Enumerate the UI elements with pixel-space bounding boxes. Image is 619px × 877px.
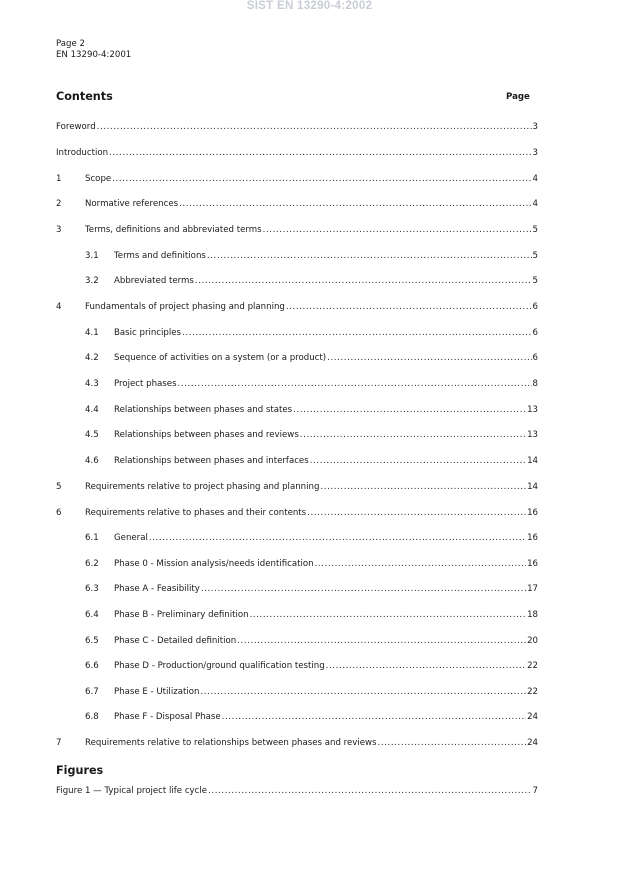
toc-entry[interactable] [56,687,538,697]
toc-entry[interactable] [56,533,538,543]
toc-entry-number: 5 [56,482,62,492]
toc-entry-page: 20 [527,636,538,646]
dot-leader [250,610,527,620]
toc-entry-number: 3.2 [85,276,99,286]
dot-leader [112,174,531,184]
toc-entry-number: 6.3 [85,584,99,594]
page-column-label: Page [506,92,530,102]
toc-entry-number: 4.3 [85,379,99,389]
toc-entry-title: Phase 0 - Mission analysis/needs identification [114,559,314,569]
dot-leader [182,328,532,338]
toc-entry-title: Scope [85,174,112,184]
toc-entry-page: 24 [527,738,538,748]
toc-entry-page: 6 [532,302,538,312]
toc-entry[interactable] [56,225,538,235]
dot-leader [327,353,531,363]
toc-entry-title: Relationships between phases and interfaces [114,456,309,466]
toc-entry-title: Fundamentals of project phasing and planning [85,302,285,312]
toc-entry-page: 5 [532,225,538,235]
toc-entry-page: 6 [532,328,538,338]
toc-entry-title: Terms and definitions [114,251,206,261]
toc-entry-number: 1 [56,174,62,184]
toc-entry-page: 22 [527,661,538,671]
toc-entry-title: Requirements relative to phases and their contents [85,508,307,518]
toc-entry-title: Normative references [85,199,179,209]
watermark: SIST EN 13290-4:2002 [246,0,373,12]
toc-entry-title: Phase F - Disposal Phase [114,712,221,722]
toc-entry-number: 6.8 [85,712,99,722]
toc-entry-page: 8 [532,379,538,389]
toc-entry-title: Relationships between phases and states [114,405,293,415]
dot-leader [237,636,526,646]
toc-entry[interactable] [56,430,538,440]
toc-entry-title: Basic principles [114,328,182,338]
dot-leader [179,199,531,209]
toc-entry[interactable] [56,712,538,722]
toc-entry-number: 4.4 [85,405,99,415]
toc-entry[interactable] [56,508,538,518]
toc-entry[interactable] [56,199,538,209]
dot-leader [315,559,526,569]
toc-entry-title: Phase C - Detailed definition [114,636,237,646]
dot-leader [310,456,526,466]
toc-entry-page: 13 [527,430,538,440]
dot-leader [195,276,532,286]
toc-entry-number: 6.5 [85,636,99,646]
toc-entry[interactable] [56,148,538,158]
toc-entry-title: Relationships between phases and reviews [114,430,299,440]
dot-leader [300,430,526,440]
toc-entry-number: 3 [56,225,62,235]
toc-entry-page: 18 [527,610,538,620]
toc-entry[interactable] [56,302,538,312]
toc-entry-page: 13 [527,405,538,415]
toc-entry-page: 17 [527,584,538,594]
toc-entry[interactable] [56,738,538,748]
toc-entry-title: Phase A - Feasibility [114,584,200,594]
toc-entry-page: 5 [532,251,538,261]
toc-entry-page: 16 [527,508,538,518]
toc-entry-number: 6.4 [85,610,99,620]
figure-entry-page: 7 [532,786,538,796]
toc-entry-title: Foreword [56,122,96,132]
dot-leader [320,482,526,492]
toc-entry[interactable] [56,328,538,338]
toc-entry-page: 6 [532,353,538,363]
toc-entry-title: Sequence of activities on a system (or a product) [114,353,327,363]
toc-entry-number: 6 [56,508,62,518]
toc-entry-title: Project phases [114,379,177,389]
toc-entry-number: 4.1 [85,328,99,338]
toc-entry-number: 6.2 [85,559,99,569]
toc-entry-number: 3.1 [85,251,99,261]
dot-leader [201,584,526,594]
toc-entry-page: 3 [532,148,538,158]
toc-entry[interactable] [56,584,538,594]
toc-entry[interactable] [56,353,538,363]
toc-entry[interactable] [56,559,538,569]
toc-entry-title: General [114,533,148,543]
toc-entry[interactable] [56,405,538,415]
dot-leader [97,122,532,132]
toc-entry-page: 16 [527,533,538,543]
toc-entry-page: 22 [527,687,538,697]
figures-title: Figures [56,764,104,777]
toc-entry-page: 16 [527,559,538,569]
toc-entry[interactable] [56,251,538,261]
dot-leader [222,712,526,722]
toc-entry-number: 6.7 [85,687,99,697]
dot-leader [178,379,532,389]
dot-leader [149,533,526,543]
toc-entry[interactable] [56,276,538,286]
toc-entry-number: 4.5 [85,430,99,440]
dot-leader [307,508,526,518]
toc-entry-number: 6.1 [85,533,99,543]
toc-entry-title: Phase D - Production/ground qualification testing [114,661,325,671]
toc-entry-title: Phase E - Utilization [114,687,200,697]
dot-leader [326,661,526,671]
toc-entry-number: 6.6 [85,661,99,671]
dot-leader [378,738,527,748]
toc-entry[interactable] [56,174,538,184]
toc-entry-title: Requirements relative to relationships between phases and reviews [85,738,377,748]
dot-leader [207,251,532,261]
toc-entry[interactable] [56,636,538,646]
contents-title: Contents [56,90,113,103]
toc-entry-page: 5 [532,276,538,286]
toc-entry-title: Terms, definitions and abbreviated terms [85,225,262,235]
figure-entry[interactable] [56,786,538,796]
dot-leader [286,302,532,312]
standard-id: EN 13290-4:2001 [56,50,132,60]
dot-leader [208,786,532,796]
page-header [56,39,131,61]
toc-entry[interactable] [56,610,538,620]
dot-leader [293,405,526,415]
toc-entry-page: 4 [532,174,538,184]
dot-leader [263,225,532,235]
toc-entry-number: 4.2 [85,353,99,363]
dot-leader [200,687,526,697]
toc-entry-page: 14 [527,456,538,466]
toc-entry[interactable] [56,482,538,492]
toc-entry-number: 4 [56,302,62,312]
toc-entry-title: Phase B - Preliminary definition [114,610,249,620]
toc-entry-page: 3 [532,122,538,132]
toc-entry-title: Introduction [56,148,109,158]
toc-entry-number: 7 [56,738,62,748]
toc-entry[interactable] [56,661,538,671]
toc-entry[interactable] [56,122,538,132]
toc-entry-title: Requirements relative to project phasing and planning [85,482,320,492]
page-number: Page 2 [56,39,86,49]
toc-entry[interactable] [56,456,538,466]
figure-entry-title: Figure 1 — Typical project life cycle [56,786,208,796]
toc-entry-page: 4 [532,199,538,209]
dot-leader [109,148,531,158]
toc-entry-title: Abbreviated terms [114,276,194,286]
toc-entry-number: 2 [56,199,62,209]
toc-entry-number: 4.6 [85,456,99,466]
toc-entry-page: 14 [527,482,538,492]
toc-entry-page: 24 [527,712,538,722]
toc-entry[interactable] [56,379,538,389]
